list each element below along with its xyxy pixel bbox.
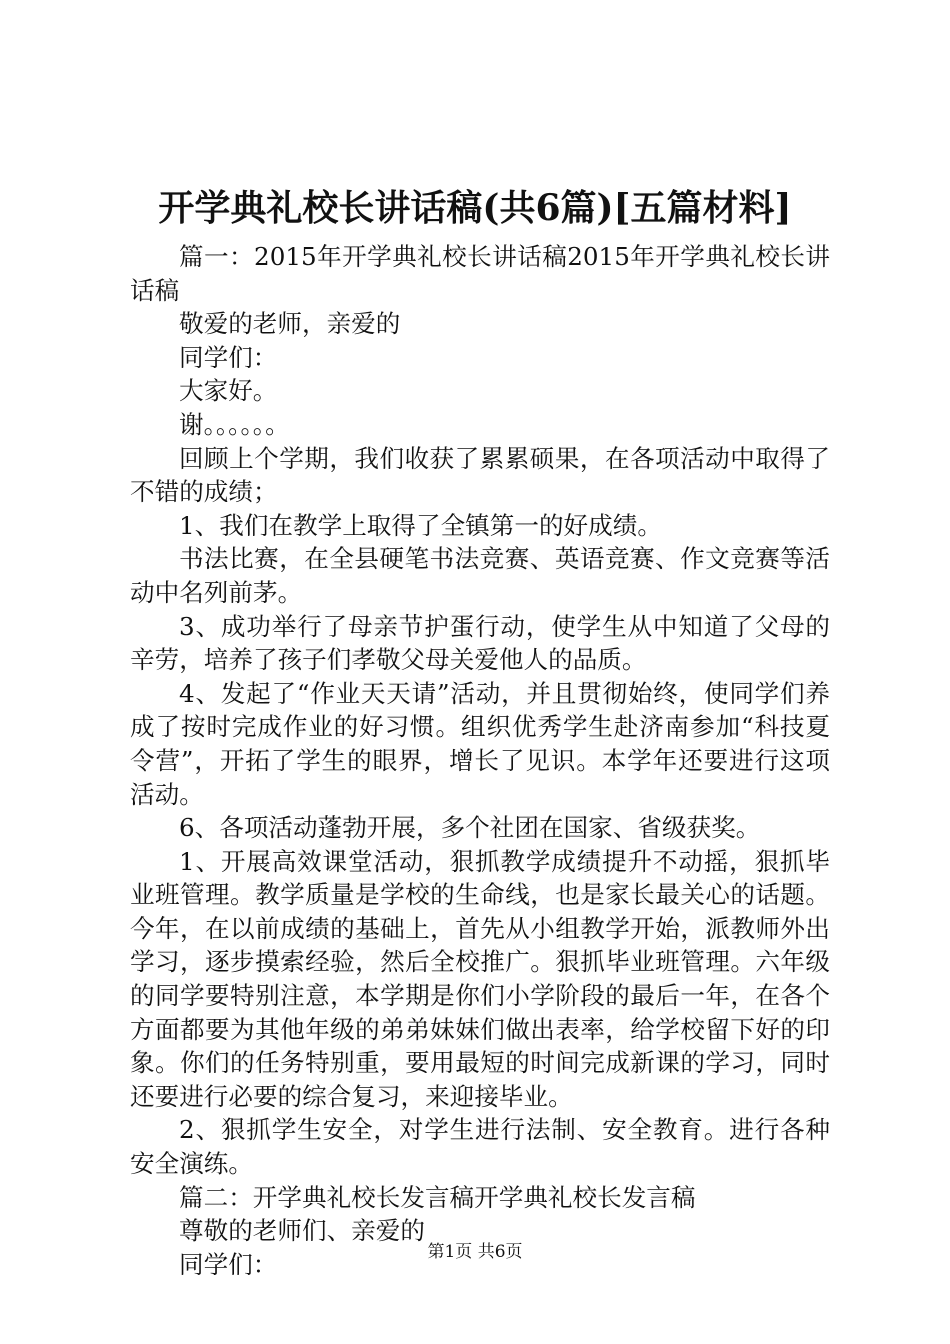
paragraph: 篇一：2015年开学典礼校长讲话稿2015年开学典礼校长讲话稿 bbox=[130, 242, 830, 305]
document-title: 开学典礼校长讲话稿(共6篇)[五篇材料] bbox=[158, 187, 792, 229]
paragraph: 大家好。 bbox=[179, 376, 278, 406]
document-body bbox=[130, 240, 830, 1281]
paragraph: 敬爱的老师，亲爱的 bbox=[179, 309, 401, 339]
paragraph: 书法比赛，在全县硬笔书法竞赛、英语竞赛、作文竞赛等活动中名列前茅。 bbox=[130, 544, 830, 607]
paragraph: 6、各项活动蓬勃开展，多个社团在国家、省级获奖。 bbox=[179, 813, 761, 843]
paragraph: 同学们： bbox=[179, 342, 278, 372]
paragraph: 2、狠抓学生安全，对学生进行法制、安全教育。进行各种安全演练。 bbox=[130, 1115, 830, 1179]
paragraph: 1、我们在教学上取得了全镇第一的好成绩。 bbox=[179, 510, 662, 540]
paragraph: 4、发起了“作业天天请”活动，并且贯彻始终，使同学们养成了按时完成作业的好习惯。组织优秀学生赴济南参加“科技夏令营”，开拓了学生的眼界，增长了见识。本学年还要进行这项活动。 bbox=[130, 678, 830, 809]
paragraph: 3、成功举行了母亲节护蛋行动，使学生从中知道了父母的辛劳，培养了孩子们孝敬父母关爱他人的品质。 bbox=[130, 611, 830, 675]
paragraph: 尊敬的老师们、亲爱的 bbox=[179, 1216, 425, 1246]
page-footer: 第1页 共6页 bbox=[427, 1242, 523, 1262]
paragraph: 回顾上个学期，我们收获了累累硕果，在各项活动中取得了不错的成绩； bbox=[130, 443, 830, 507]
paragraph: 篇二：开学典礼校长发言稿开学典礼校长发言稿 bbox=[179, 1182, 696, 1212]
paragraph: 1、开展高效课堂活动，狠抓教学成绩提升不动摇，狠抓毕业班管理。教学质量是学校的生命线，也是家长最关心的话题。今年，在以前成绩的基础上，首先从小组教学开始，派教师外出学习，逐步摸索经验，然后全校推广。狠抓毕业班管理。六年级的同学要特别注意，本学期是你们小学阶段的最后一年，在各个方面都要为其他年级的弟弟妹妹们做出表率，给学校留下好的印象。你们的任务特别重，要用最短的时间完成新课的学习，同时还要进行必要的综合复习，来迎接毕业。 bbox=[130, 846, 830, 1111]
paragraph: 同学们： bbox=[179, 1249, 278, 1279]
paragraph: 谢。。。。。。 bbox=[179, 409, 290, 439]
